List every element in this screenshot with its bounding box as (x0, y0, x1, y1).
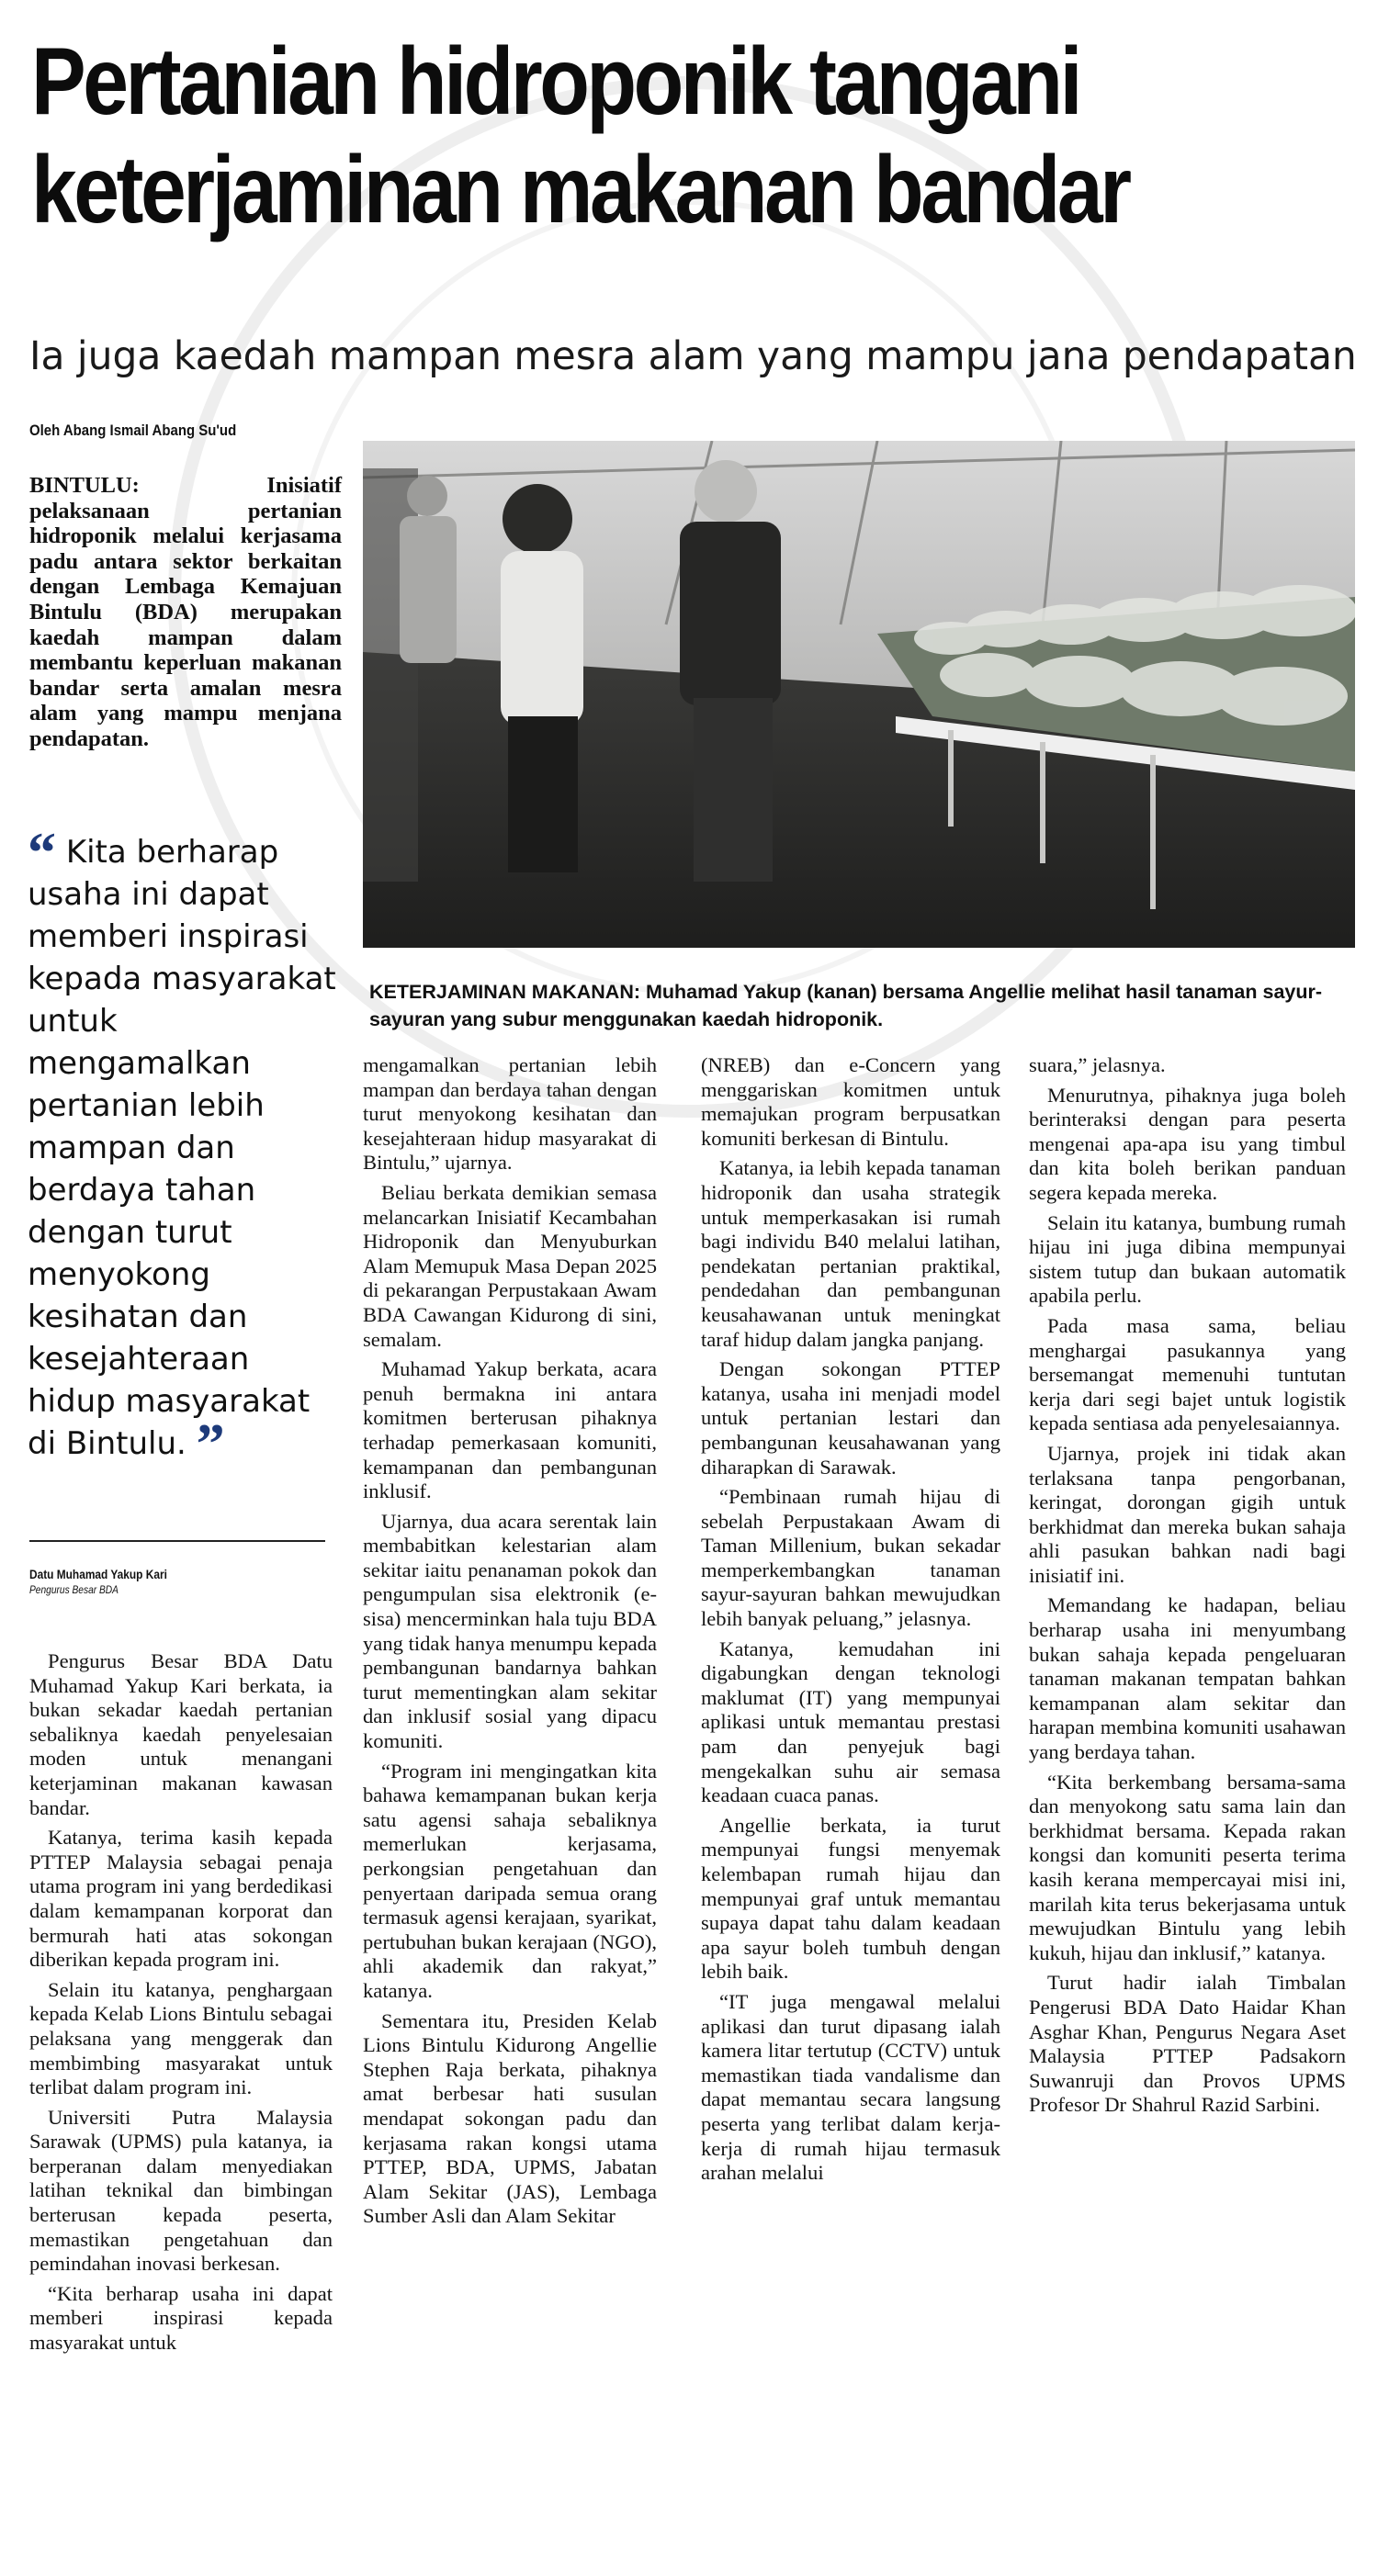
pull-quote-speaker: Datu Muhamad Yakup Kari (29, 1567, 167, 1581)
paragraph: Ujarnya, dua acara serentak lain membabitkan kelestarian alam sekitar iaitu penanaman pokok dan pengumpulan sisa elektronik (e-sisa) mencerminkan hala tuju BDA yang tidak hanya menumpu kepada pembangunan bandarnya bahkan turut mementingkan alam sekitar dan inklusif sosial yang dipacu komuniti. (363, 1509, 657, 1753)
lead-dateline: BINTULU: (29, 473, 140, 498)
paragraph: “Program ini mengingatkan kita bahawa kemampanan bukan kerja satu agensi sahaja sebaliknya memerlukan kerjasama, perkongsian pengetahuan dan penyertaan daripada semua orang termasuk agensi kerajaan, syarikat, pertubuhan bukan kerajaan (NGO), ahli akademik dan rakyat,” katanya. (363, 1759, 657, 2002)
paragraph: Ujarnya, projek ini tidak akan terlaksana tanpa pengorbanan, keringat, dorongan gigih untuk berkhidmat dan mereka bukan sahaja ahli pasukan bahkan nadi bagi inisiatif ini. (1029, 1441, 1346, 1587)
headline-line-2: keterjaminan makanan bandar (31, 137, 1129, 243)
paragraph: mengamalkan pertanian lebih mampan dan berdaya tahan dengan turut menyokong kesihatan dan kesejahteraan hidup masyarakat di Bintulu,” ujarnya. (363, 1053, 657, 1175)
paragraph: Pengurus Besar BDA Datu Muhamad Yakup Kari berkata, ia bukan sekadar kaedah pertanian sebaliknya kaedah penyelesaian moden untuk menangani keterjaminan makanan kawasan bandar. (29, 1649, 333, 1819)
greenhouse-photo (363, 441, 1355, 948)
lead-text: Inisiatif pelaksanaan pertanian hidroponik melalui kerjasama padu antara sektor berkaitan dengan Lembaga Kemajuan Bintulu (BDA) merupakan kaedah mampan dalam membantu keperluan makanan bandar serta amalan mesra alam yang mampu menjana pendapatan. (29, 473, 342, 751)
paragraph: (NREB) dan e-Concern yang menggariskan komitmen untuk memajukan program berpusatkan komuniti berkesan di Bintulu. (701, 1053, 1000, 1150)
paragraph: Universiti Putra Malaysia Sarawak (UPMS) pula katanya, ia berperanan dalam menyediakan latihan teknikal dan bimbingan berterusan kepada peserta, memastikan pengetahuan dan pemindahan inovasi berkesan. (29, 2105, 333, 2276)
paragraph: Pada masa sama, beliau menghargai pasukannya yang bersemangat memenuhi tuntutan kerja dari segi bajet untuk logistik kepada sentiasa ada penyelesaiannya. (1029, 1313, 1346, 1435)
pull-quote (28, 822, 340, 1476)
paragraph: Sementara itu, Presiden Kelab Lions Bintulu Kidurong Angellie Stephen Raja berkata, pihaknya amat berbesar hati susulan mendapat sokongan padu dan kerjasama rakan kongsi utama PTTEP, BDA, UPMS, Jabatan Alam Sekitar (JAS), Lembaga Sumber Asli dan Alam Sekitar (363, 2008, 657, 2228)
pull-quote-text: Kita berharap usaha ini dapat memberi inspirasi kepada masyarakat untuk mengamalkan pertanian lebih mampan dan berdaya tahan dengan turut menyokong kesihatan dan kesejahteraan hidup masyarakat di Bintulu. (28, 834, 336, 1462)
byline: Oleh Abang Ismail Abang Su'ud (29, 422, 237, 439)
paragraph: “Kita berharap usaha ini dapat memberi inspirasi kepada masyarakat untuk (29, 2281, 333, 2355)
photo-caption (369, 978, 1352, 1033)
paragraph: suara,” jelasnya. (1029, 1053, 1166, 1076)
paragraph: Katanya, ia lebih kepada tanaman hidroponik dan usaha strategik untuk memperkasakan isi rumah bagi individu B40 melalui latihan, pendekatan pertanian praktikal, pendedahan dan pembangunan keusahawanan untuk meningkat taraf hidup dalam jangka panjang. (701, 1156, 1000, 1351)
body-column-2 (363, 1053, 657, 2234)
open-quote-mark: “ (28, 822, 56, 884)
paragraph: Katanya, terima kasih kepada PTTEP Malaysia sebagai penaja utama program ini yang berdedikasi dalam kemampanan korporat dan bermurah hati atas sokongan diberikan kepada program ini. (29, 1826, 333, 1972)
pull-quote-divider (29, 1540, 325, 1542)
pull-quote-speaker-role: Pengurus Besar BDA (29, 1583, 119, 1596)
subheadline: Ia juga kaedah mampan mesra alam yang mampu jana pendapatan (29, 333, 1357, 379)
paragraph: Turut hadir ialah Timbalan Pengerusi BDA Dato Haidar Khan Asghar Khan, Pengurus Negara Aset Malaysia PTTEP Padsakorn Suwanruji dan Provos UPMS Profesor Dr Shahrul Razid Sarbini. (1029, 1971, 1346, 2117)
body-column-1 (29, 1649, 333, 2361)
paragraph: Selain itu katanya, penghargaan kepada Kelab Lions Bintulu sebagai pelaksana yang menggerak dan membimbing masyarakat untuk terlibat dalam program ini. (29, 1977, 333, 2099)
headline (31, 28, 1169, 244)
paragraph: Beliau berkata demikian semasa melancarkan Inisiatif Kecambahan Hidroponik dan Menyuburkan Alam Memupuk Masa Depan 2025 di pekarangan Perpustakaan Awam BDA Cawangan Kidurong di sini, semalam. (363, 1180, 657, 1351)
paragraph: Muhamad Yakup berkata, acara penuh bermakna ini antara komitmen berterusan pihaknya terhadap pemerkasaan komuniti, kemampanan dan pembangunan inklusif. (363, 1357, 657, 1503)
article-photo (363, 441, 1355, 948)
paragraph: “Pembinaan rumah hijau di sebelah Perpustakaan Awam di Taman Millenium, bukan sekadar memperkembangkan tanaman sayur-sayuran bahkan mewujudkan lebih banyak peluang,” jelasnya. (701, 1485, 1000, 1631)
paragraph: Angellie berkata, ia turut mempunyai fungsi menyemak kelembapan rumah hijau dan mempunyai graf untuk memantau supaya dapat tahu dalam keadaan apa sayur boleh tumbuh dengan lebih baik. (701, 1813, 1000, 1984)
paragraph: Katanya, kemudahan ini digabungkan dengan teknologi maklumat (IT) yang mempunyai aplikasi untuk memantau prestasi pam dan penyejuk bagi mengekalkan suhu air semasa keadaan cuaca panas. (701, 1637, 1000, 1807)
caption-label: KETERJAMINAN MAKANAN: (369, 981, 641, 1003)
paragraph: Selain itu katanya, bumbung rumah hijau ini juga dibina mempunyai sistem tutup dan bukaan automatik apabila perlu. (1029, 1210, 1346, 1308)
paragraph: “Kita berkembang bersama-sama dan menyokong satu sama lain dan berkhidmat bersama. Kepada rakan kongsi dan komuniti peserta terima kasih kerana mempercayai misi ini, marilah kita terus bekerjasama untuk mewujudkan Bintulu yang lebih kukuh, hijau dan inklusif,” katanya. (1029, 1770, 1346, 1964)
paragraph: Menurutnya, pihaknya juga boleh berinteraksi dengan para peserta mengenai apa-apa isu yang timbul dan kita boleh berikan panduan segera kepada mereka. (1029, 1083, 1346, 1204)
paragraph: “IT juga mengawal melalui aplikasi dan turut dipasang ialah kamera litar tertutup (CCTV) untuk memastikan tiada vandalisme dan dapat memantau secara langsung peserta yang terlibat dalam kerja-kerja di rumah hijau termasuk arahan melalui (701, 1989, 1000, 2185)
lead-paragraph (29, 473, 342, 752)
caption-text: Muhamad Yakup (kanan) bersama Angellie melihat hasil tanaman sayur-sayuran yang subur menggunakan kaedah hidroponik. (369, 981, 1323, 1030)
close-quote-mark: ” (196, 1413, 225, 1476)
paragraph: Memandang ke hadapan, beliau berharap usaha ini menyumbang bukan sahaja kepada pengeluaran tanaman makanan tempatan bahkan kemampanan alam sekitar dan harapan membina komuniti usahawan yang berdaya tahan. (1029, 1593, 1346, 1764)
headline-line-1: Pertanian hidroponik tangani (31, 28, 1080, 135)
body-column-4 (1029, 1053, 1346, 2123)
body-column-3 (701, 1053, 1000, 2191)
paragraph: Dengan sokongan PTTEP katanya, usaha ini menjadi model untuk pertanian lestari dan pembangunan keusahawanan yang diharapkan di Sarawak. (701, 1357, 1000, 1479)
